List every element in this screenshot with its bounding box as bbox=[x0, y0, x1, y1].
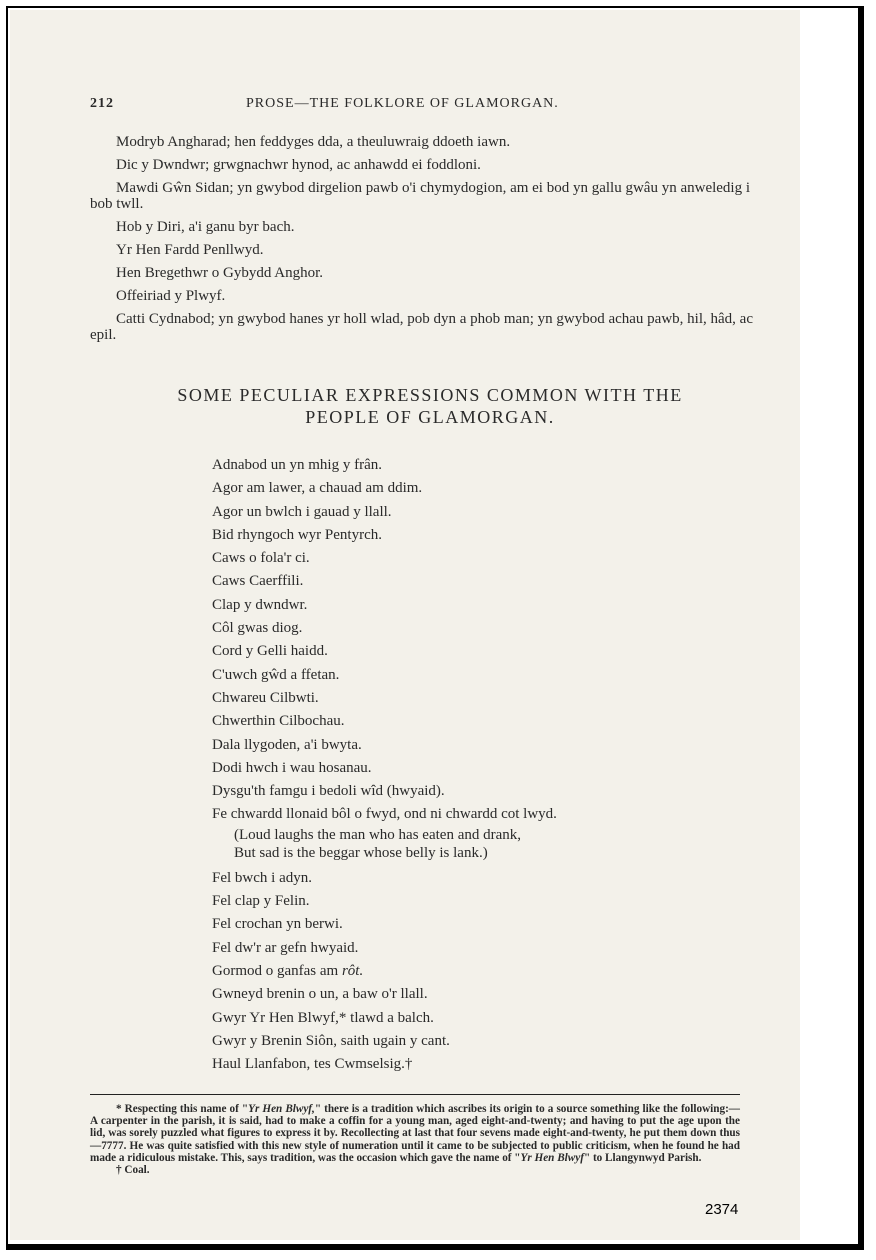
expression: Fel crochan yn berwi. bbox=[212, 916, 343, 933]
running-title: PROSE—THE FOLKLORE OF GLAMORGAN. bbox=[246, 96, 559, 111]
footnote: † Coal. bbox=[116, 1164, 150, 1177]
footnote-text: " to Llangynwyd Parish. bbox=[583, 1151, 702, 1164]
expression: Agor am lawer, a chauad am ddim. bbox=[212, 480, 423, 497]
character-entry: Offeiriad y Plwyf. bbox=[116, 288, 226, 304]
expression: Gwyr y Brenin Siôn, saith ugain y cant. bbox=[212, 1032, 450, 1049]
expression-text: Gormod o ganfas am bbox=[212, 962, 342, 979]
expression: Fel bwch i adyn. bbox=[212, 869, 312, 886]
expression: C'uwch gŵd a ffetan. bbox=[212, 666, 340, 683]
page-number: 212 bbox=[90, 96, 114, 111]
expression: Chwerthin Cilbochau. bbox=[212, 713, 345, 730]
expression: Gwyr Yr Hen Blwyf,* tlawd a balch. bbox=[212, 1009, 434, 1026]
expression: Dysgu'th famgu i bedoli wîd (hwyaid). bbox=[212, 783, 445, 800]
footnote bbox=[90, 1103, 740, 1164]
expression: Fe chwardd llonaid bôl o fwyd, ond ni chwardd cot lwyd. bbox=[212, 806, 557, 823]
expression: Chwareu Cilbwti. bbox=[212, 689, 319, 706]
expression: Gwneyd brenin o un, a baw o'r llall. bbox=[212, 986, 428, 1003]
expression: Caws Caerffili. bbox=[212, 573, 304, 590]
character-entry: Catti Cydnabod; yn gwybod hanes yr holl wlad, pob dyn a phob man; yn gwybod achau pawb, hil, hâd, ac epil. bbox=[90, 311, 753, 343]
expression: Dala llygoden, a'i bwyta. bbox=[212, 736, 362, 753]
character-list bbox=[90, 134, 770, 350]
expression-italic: rôt. bbox=[341, 962, 364, 979]
expression: Clap y dwndwr. bbox=[212, 596, 308, 613]
character-entry: Dic y Dwndwr; grwgnachwr hynod, ac anhawdd ei foddloni. bbox=[116, 157, 481, 173]
character-entry: Mawdi Gŵn Sidan; yn gwybod dirgelion pawb o'i chymydogion, am ei bod yn gallu gwâu yn anweledig i bob twll. bbox=[90, 180, 751, 212]
expression-translation bbox=[212, 826, 732, 862]
expression: Agor un bwlch i gauad y llall. bbox=[212, 503, 392, 520]
expressions-list bbox=[212, 455, 732, 1077]
expression: Cord y Gelli haidd. bbox=[212, 643, 328, 660]
expression: Haul Llanfabon, tes Cwmselsig.† bbox=[212, 1056, 413, 1073]
character-entry: Hob y Diri, a'i ganu byr bach. bbox=[116, 219, 295, 235]
expression: Fel clap y Felin. bbox=[212, 893, 310, 910]
section-title bbox=[90, 384, 770, 428]
footnote-italic: Yr Hen Blwyf, bbox=[248, 1103, 315, 1115]
expression: Dodi hwch i wau hosanau. bbox=[212, 759, 372, 776]
translation-line: (Loud laughs the man who has eaten and drank, bbox=[234, 826, 521, 843]
expression: Fel dw'r ar gefn hwyaid. bbox=[212, 939, 359, 956]
translation-line: But sad is the beggar whose belly is lank.) bbox=[234, 844, 488, 861]
footnote-italic: Yr Hen Blwyf bbox=[520, 1151, 584, 1164]
character-entry: Hen Bregethwr o Gybydd Anghor. bbox=[116, 265, 324, 281]
section-title-line2: PEOPLE OF GLAMORGAN. bbox=[305, 407, 555, 427]
footnote-divider bbox=[90, 1094, 740, 1095]
page-stamp-number: 2374 bbox=[705, 1201, 739, 1218]
character-entry: Yr Hen Fardd Penllwyd. bbox=[116, 242, 264, 258]
footnotes bbox=[90, 1103, 740, 1176]
footnote-text: " there is a tradition which ascribes its origin to a source something like the following:—A carpenter in the parish, it is said, had to make a coffin for a young man, aged eight-and-twenty; and having to put the age upon the lid, was sorely puzzled what figures to express it by. Recollecting at last that four sevens made eight-and-twenty, he put them down thus—7777. He was quite satisfied with this new style of numeration until it came to be subjected to public criticism, when he found he had made a ridiculous mistake. This, says tradition, was the occasion which gave the name of " bbox=[90, 1103, 740, 1164]
expression bbox=[212, 961, 732, 984]
footnote-text: * Respecting this name of " bbox=[116, 1103, 249, 1115]
character-entry: Modryb Angharad; hen feddyges dda, a theuluwraig ddoeth iawn. bbox=[116, 134, 511, 150]
section-title-line1: SOME PECULIAR EXPRESSIONS COMMON WITH THE bbox=[177, 385, 683, 405]
expression: Bid rhyngoch wyr Pentyrch. bbox=[212, 526, 382, 543]
expression: Adnabod un yn mhig y frân. bbox=[212, 457, 382, 473]
expression: Côl gwas diog. bbox=[212, 620, 303, 637]
expression: Caws o fola'r ci. bbox=[212, 550, 310, 567]
